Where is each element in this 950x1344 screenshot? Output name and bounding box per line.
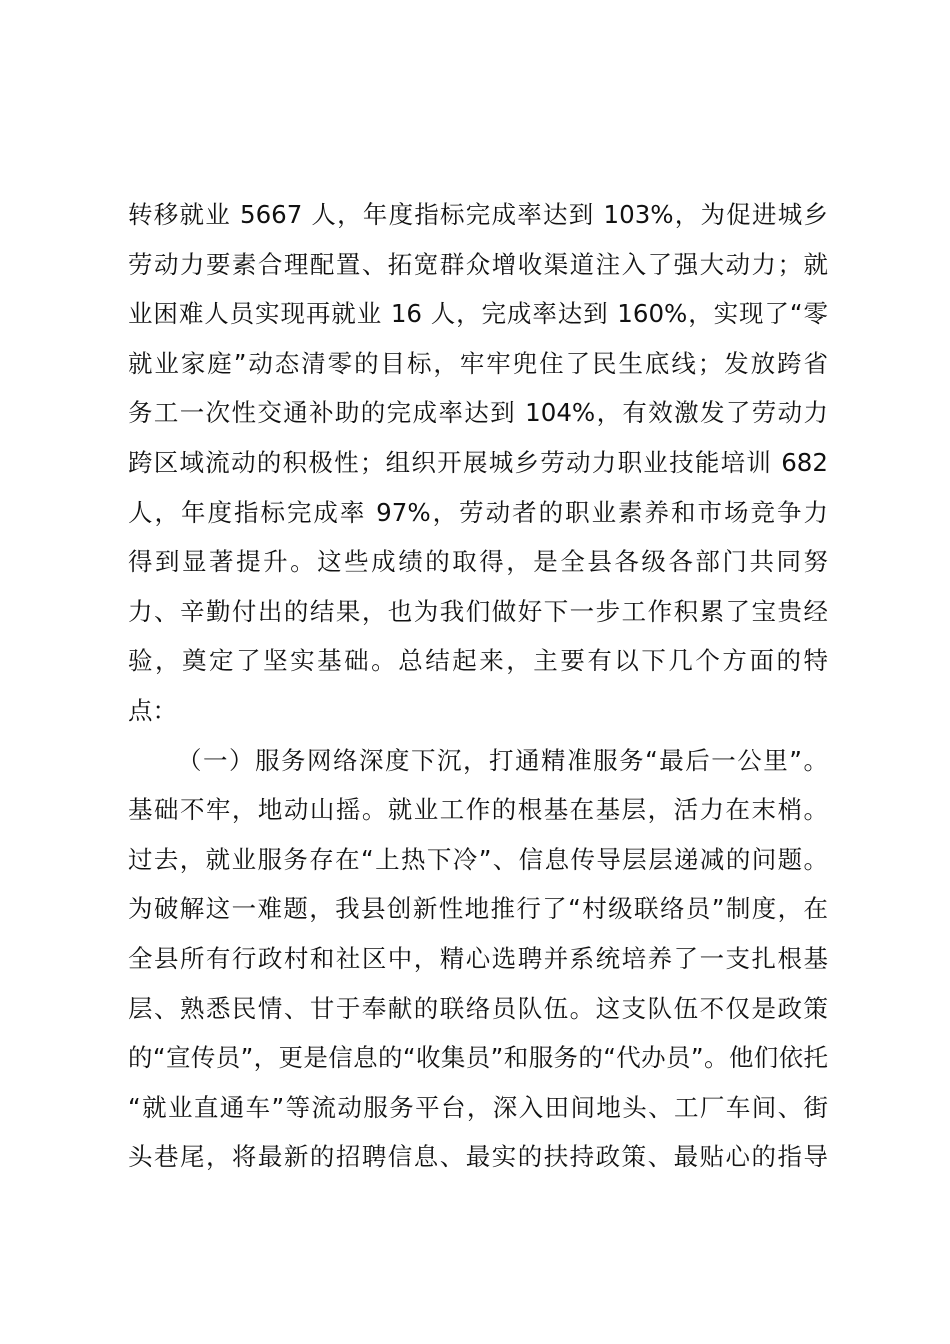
text-line: 得到显著提升。这些成绩的取得，是全县各级各部门共同努 — [128, 547, 828, 577]
text-line: 层、熟悉民情、甘于奉献的联络员队伍。这支队伍不仅是政策 — [128, 993, 828, 1023]
text-line: 的“宣传员”，更是信息的“收集员”和服务的“代办员”。他们依托 — [128, 1043, 828, 1073]
text-line: 点： — [128, 695, 177, 725]
text-line: 全县所有行政村和社区中，精心选聘并系统培养了一支扎根基 — [128, 943, 828, 973]
text-line: “就业直通车”等流动服务平台，深入田间地头、工厂车间、街 — [128, 1092, 828, 1122]
text-line: 验，奠定了坚实基础。总结起来，主要有以下几个方面的特 — [128, 646, 828, 676]
text-line: 转移就业 5667 人，年度指标完成率达到 103%，为促进城乡 — [128, 200, 828, 229]
text-line: 跨区域流动的积极性；组织开展城乡劳动力职业技能培训 682 — [128, 447, 828, 477]
text-line: 业困难人员实现再就业 16 人，完成率达到 160%，实现了“零 — [128, 299, 828, 329]
text-line: 为破解这一难题，我县创新性地推行了“村级联络员”制度，在 — [128, 894, 828, 924]
text-line: 过去，就业服务存在“上热下冷”、信息传导层层递减的问题。 — [128, 844, 828, 874]
text-line: 劳动力要素合理配置、拓宽群众增收渠道注入了强大动力；就 — [128, 249, 828, 279]
text-line: 务工一次性交通补助的完成率达到 104%，有效激发了劳动力 — [128, 398, 828, 428]
section-heading: （一）服务网络深度下沉，打通精准服务“最后一公里”。 — [177, 745, 828, 775]
text-line: 头巷尾，将最新的招聘信息、最实的扶持政策、最贴心的指导 — [128, 1142, 828, 1172]
body-text — [128, 190, 828, 1182]
text-line: 基础不牢，地动山摇。就业工作的根基在基层，活力在末梢。 — [128, 795, 828, 825]
text-line: 人，年度指标完成率 97%，劳动者的职业素养和市场竞争力 — [128, 497, 828, 527]
text-line: 力、辛勤付出的结果，也为我们做好下一步工作积累了宝贵经 — [128, 596, 828, 626]
text-line: 就业家庭”动态清零的目标，牢牢兜住了民生底线；发放跨省 — [128, 348, 828, 378]
